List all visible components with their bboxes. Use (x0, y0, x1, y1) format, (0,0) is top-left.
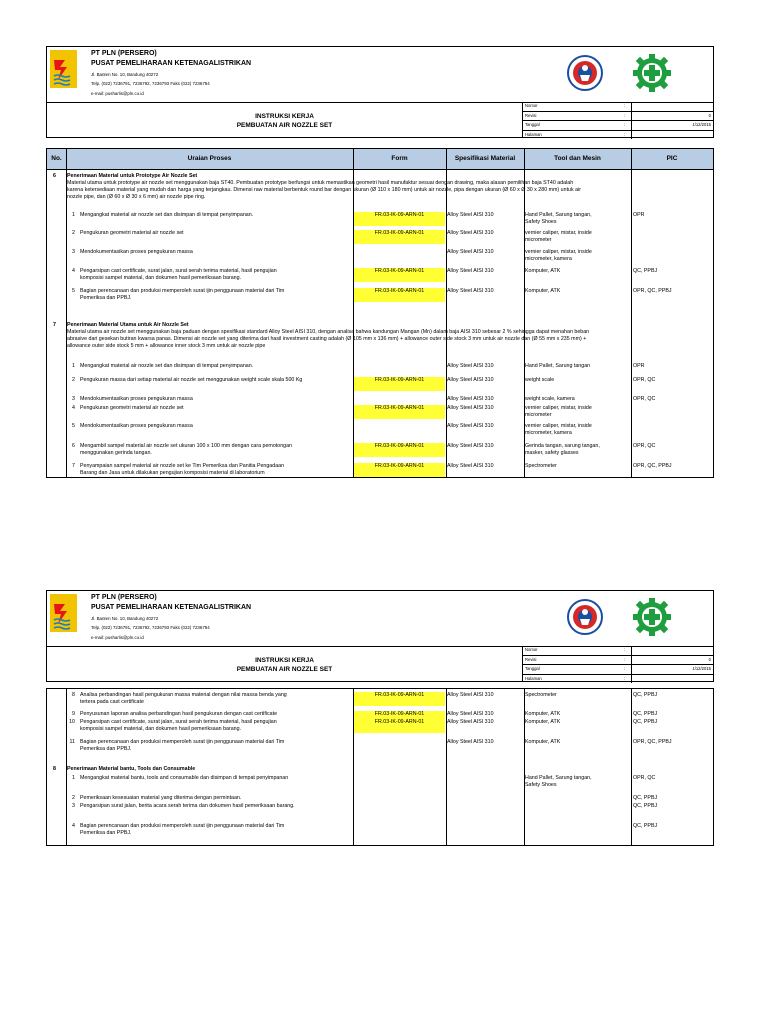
tool-line: micrometer (525, 412, 552, 418)
step-number: 4 (72, 268, 75, 274)
step-number: 9 (72, 711, 75, 717)
process-table-page-2 (46, 688, 714, 846)
material-spec: Alloy Steel AISI 310 (447, 230, 494, 236)
meta-key: Tanggal (525, 122, 540, 127)
pic-value: OPR, QC (633, 396, 656, 402)
k3-safety-emblem-icon (565, 597, 605, 637)
section-description (67, 329, 709, 350)
step-line: Mendokumentasikan proses pengukuran massa (80, 249, 193, 255)
step-description (80, 405, 352, 412)
form-code: FR.03-IK-09-ARN-01 (354, 377, 445, 391)
title-line-2: PEMBUATAN AIR NOZZLE SET (236, 666, 333, 673)
tool-line: Hand Pallet, Sarung tangan, (525, 212, 592, 218)
step-line: Mendokumentasikan proses pengukuran massa (80, 423, 193, 429)
pic-value: OPR, QC (633, 377, 656, 383)
company-name: PT PLN (PERSERO) (91, 594, 157, 601)
step-number: 8 (72, 692, 75, 698)
step-line: Pemeriksaan kesesuaian material yang diterima dengan permintaan. (80, 795, 242, 801)
meta-colon: : (624, 666, 626, 671)
meta-sep (631, 131, 632, 140)
step-line: komposisi sampel material, dan dokumen hasil pemeriksaan barang. (80, 275, 242, 281)
meta-table (523, 646, 713, 681)
material-spec: Alloy Steel AISI 310 (447, 711, 494, 717)
meta-value: 0 (708, 112, 711, 118)
form-code: FR.03-IK-09-ARN-01 (354, 230, 445, 244)
col-spesifikasi: Spesifikasi Material (446, 149, 525, 169)
tool-line: Komputer, ATK (525, 739, 561, 745)
section-number: 6 (53, 173, 56, 179)
meta-colon: : (624, 131, 626, 137)
header-top (47, 591, 713, 647)
step-description (80, 377, 352, 384)
step-number: 4 (72, 405, 75, 411)
section-title: Penerimaan Material bantu, Tools dan Consumable (67, 766, 196, 772)
pic-value: OPR, QC (633, 775, 656, 781)
pic-value: QC, PPBJ (633, 719, 658, 725)
title-line-1: INSTRUKSI KERJA (255, 113, 314, 120)
material-spec: Alloy Steel AISI 310 (447, 423, 494, 429)
step-line: Pengarsipan cast certificate, surat jalan, surat serah terima material, hasil pengujian (80, 268, 277, 274)
section-title: Penerimaan Material Utama untuk Air Nozzle Set (67, 322, 189, 328)
tool-line: masker, safety glasses (525, 450, 579, 456)
document-page-1 (46, 46, 714, 478)
meta-sep (631, 675, 632, 684)
material-spec: Alloy Steel AISI 310 (447, 268, 494, 274)
material-spec: Alloy Steel AISI 310 (447, 405, 494, 411)
company-block (91, 49, 251, 69)
tool-line: Komputer, ATK (525, 288, 561, 294)
meta-row (523, 121, 713, 131)
step-line: Mengangkat material air nozzle set dan disimpan di tempat penyimpanan. (80, 212, 254, 218)
meta-colon: : (624, 647, 626, 652)
meta-colon: : (624, 112, 626, 118)
material-spec: Alloy Steel AISI 310 (447, 463, 494, 469)
tool-list (525, 719, 630, 726)
tool-line: Safety Shoes (525, 219, 557, 225)
meta-key: Revisi (525, 656, 537, 662)
step-line: Pemeriksa dan PPBJ. (80, 746, 132, 752)
tool-list (525, 739, 630, 746)
step-line: Penyampaian sampel material air nozzle set ke Tim Pemeriksa dan Panitia Pengadaan (80, 463, 285, 469)
form-code: FR.03-IK-09-ARN-01 (354, 463, 445, 477)
step-description (80, 230, 352, 237)
pic-value: QC, PPBJ (633, 795, 658, 801)
process-table-page-1 (46, 170, 714, 478)
pic-value: OPR, QC, PPBJ (633, 463, 672, 469)
address: Jl. Banten No. 10, Bandung 40272 (91, 72, 159, 77)
meta-key: Halaman (525, 675, 542, 681)
col-form: Form (353, 149, 447, 169)
meta-value: 1/12/2015 (692, 666, 711, 671)
header-top (47, 47, 713, 103)
meta-colon: : (624, 122, 626, 127)
step-line: tertera pada cast certificate (80, 699, 144, 705)
step-description (80, 363, 352, 370)
meta-colon: : (624, 675, 626, 681)
step-number: 3 (72, 803, 75, 809)
tool-list (525, 249, 630, 263)
tool-line: vernier caliper, mistar, inside (525, 405, 592, 411)
tool-list (525, 268, 630, 275)
phone: Telp. (022) 7236791, 7236792, 7236793 Faks (022) 7236794 (91, 81, 210, 86)
title-line-2: PEMBUATAN AIR NOZZLE SET (236, 122, 333, 129)
meta-row (523, 102, 713, 112)
material-spec: Alloy Steel AISI 310 (447, 363, 494, 369)
meta-key: Halaman (525, 131, 542, 137)
document-header (46, 46, 714, 138)
section-description (67, 180, 709, 201)
step-line: Bagian perencanaan dan produksi memperoleh surat ijin penggunaan material dari Tim (80, 739, 285, 745)
address: Jl. Banten No. 10, Bandung 40272 (91, 616, 159, 621)
step-line: Pengarsipan surat jalan, berita acara serah terima dan dokumen hasil pemeriksaan barang. (80, 803, 295, 809)
meta-sep (631, 112, 632, 121)
k3-cross-gear-icon (632, 53, 672, 93)
meta-sep (631, 665, 632, 674)
material-spec: Alloy Steel AISI 310 (447, 212, 494, 218)
tool-list (525, 443, 630, 457)
tool-line: Hand Pallet, Sarung tangan (525, 363, 591, 369)
title-line-1: INSTRUKSI KERJA (255, 657, 314, 664)
tool-list (525, 711, 630, 718)
step-description (80, 249, 352, 256)
column-divider (631, 170, 632, 477)
tool-line: Komputer, ATK (525, 268, 561, 274)
step-number: 3 (72, 249, 75, 255)
tool-line: Spectrometer (525, 692, 557, 698)
step-number: 7 (72, 463, 75, 469)
tool-list (525, 377, 630, 384)
material-spec: Alloy Steel AISI 310 (447, 249, 494, 255)
meta-row (523, 675, 713, 684)
step-number: 1 (72, 775, 75, 781)
pic-value: OPR (633, 212, 645, 218)
tool-line: weight scale (525, 377, 555, 383)
tool-list (525, 212, 630, 226)
meta-row (523, 656, 713, 666)
meta-value: 1/12/2015 (692, 122, 711, 127)
tool-list (525, 463, 630, 470)
form-code: FR.03-IK-09-ARN-01 (354, 268, 445, 282)
tool-line: vernier caliper, mistar, inside (525, 249, 592, 255)
step-description (80, 719, 352, 733)
meta-sep (631, 121, 632, 130)
description-line: allowance outer side stock 5 mm + allowance inner stock 3 mm untuk air nozzle pipe (67, 343, 266, 349)
form-code: FR.03-IK-09-ARN-01 (354, 711, 445, 725)
meta-sep (631, 102, 632, 111)
meta-colon: : (624, 656, 626, 662)
col-pic: PIC (666, 155, 678, 162)
description-line: karena ketersediaan material yang mudah dan harga yang terjangkau. Dimensi raw material berbentuk round bar dengan ukuran (Ø 110 x 180 mm) untuk air nozzle, pipa dengan ukuran (Ø 60 x Ø 30 x 280 mm) untuk air (67, 187, 581, 193)
form-code: FR.03-IK-09-ARN-01 (354, 405, 445, 419)
step-line: Bagian perencanaan dan produksi memperoleh surat ijin penggunaan material dari Tim (80, 823, 285, 829)
step-number: 3 (72, 396, 75, 402)
step-line: Pemeriksa dan PPBJ. (80, 830, 132, 836)
meta-row (523, 646, 713, 656)
step-description (80, 803, 352, 810)
meta-row (523, 665, 713, 675)
form-code: FR.03-IK-09-ARN-01 (354, 212, 445, 226)
pic-value: QC, PPBJ (633, 823, 658, 829)
division-name: PUSAT PEMELIHARAAN KETENAGALISTRIKAN (91, 60, 252, 67)
tool-line: Spectrometer (525, 463, 557, 469)
step-number: 5 (72, 288, 75, 294)
step-number: 10 (69, 719, 75, 725)
step-line: Mengambil sampel material air nozzle set ukuran 100 x 100 mm dengan cara pemotongan (80, 443, 292, 449)
material-spec: Alloy Steel AISI 310 (447, 396, 494, 402)
form-code: FR.03-IK-09-ARN-01 (354, 443, 445, 457)
step-line: Mendokumentasikan proses pengukuran massa (80, 396, 193, 402)
step-description (80, 423, 352, 430)
step-number: 1 (72, 212, 75, 218)
form-code: FR.03-IK-09-ARN-01 (354, 719, 445, 733)
description-line: nozzle pipe, dan (Ø 60 x Ø 30 x 6 mm) air nozzle pipe ring. (67, 194, 206, 200)
tool-line: micrometer, kamera (525, 430, 572, 436)
pic-value: OPR, QC (633, 443, 656, 449)
tool-list (525, 423, 630, 437)
col-tool: Tool dan Mesin (524, 149, 632, 169)
step-line: menggunakan gerinda tangan. (80, 450, 152, 456)
step-line: Penyusunan laporan analisa perbandingan hasil pengukuran dengan cast certificate (80, 711, 278, 717)
tool-line: vernier caliper, mistar, inside (525, 230, 592, 236)
pic-value: OPR, QC, PPBJ (633, 288, 672, 294)
meta-sep (631, 656, 632, 665)
document-title (47, 646, 523, 681)
step-line: Barang dan Jasa untuk dilakukan pengujian komposisi material di laboratorium (80, 470, 265, 476)
meta-key: Revisi (525, 112, 537, 118)
email: e-mail: pusharlis@pln.co.id (91, 91, 144, 96)
step-description (80, 692, 352, 706)
step-number: 2 (72, 230, 75, 236)
pic-value: QC, PPBJ (633, 268, 658, 274)
material-spec: Alloy Steel AISI 310 (447, 288, 494, 294)
k3-safety-emblem-icon (565, 53, 605, 93)
column-divider (631, 689, 632, 845)
step-number: 6 (72, 443, 75, 449)
document-page-2 (46, 590, 714, 846)
phone: Telp. (022) 7236791, 7236792, 7236793 Faks (022) 7236794 (91, 625, 210, 630)
tool-line: weight scale, kamera (525, 396, 575, 402)
meta-colon: : (624, 103, 626, 108)
tool-line: micrometer, kamera (525, 256, 572, 262)
step-line: Bagian perencanaan dan produksi memperoleh surat ijin penggunaan material dari Tim (80, 288, 285, 294)
description-line: abrasive dari gesekan butiran kwarsa panas. Dimensi air nozzle set yang diterima dari hasil investment casting adalah (Ø 105 mm x 136 mm) + allowance outer side stock 3 mm untuk air nozzle dan (Ø 55 mm x 235 mm) + (67, 336, 587, 342)
step-line: Pengukuran geometri material air nozzle set (80, 230, 184, 236)
material-spec: Alloy Steel AISI 310 (447, 719, 494, 725)
step-number: 11 (69, 739, 75, 745)
form-code: FR.03-IK-09-ARN-01 (354, 692, 445, 706)
pic-value: OPR (633, 363, 645, 369)
tool-line: Komputer, ATK (525, 719, 561, 725)
tool-line: Hand Pallet, Sarung tangan, (525, 775, 592, 781)
pic-value: QC, PPBJ (633, 711, 658, 717)
step-number: 5 (72, 423, 75, 429)
step-line: Pengarsipan cast certificate, surat jalan, surat serah terima material, hasil pengujian (80, 719, 277, 725)
meta-key: Tanggal (525, 666, 540, 671)
step-description (80, 739, 352, 753)
step-description (80, 288, 352, 302)
company-name: PT PLN (PERSERO) (91, 50, 157, 57)
step-description (80, 396, 352, 403)
k3-cross-gear-icon (632, 597, 672, 637)
section-number: 8 (53, 766, 56, 772)
tool-list (525, 288, 630, 295)
step-line: Mengangkat material air nozzle set dan disimpan di tempat penyimpanan. (80, 363, 254, 369)
material-spec: Alloy Steel AISI 310 (447, 739, 494, 745)
pic-value: QC, PPBJ (633, 692, 658, 698)
step-line: Mengangkat material bantu, tools and consumable dan disimpan di tempat penyimpanan (80, 775, 289, 781)
step-line: Pemeriksa dan PPBJ. (80, 295, 132, 301)
form-code: FR.03-IK-09-ARN-01 (354, 288, 445, 302)
tool-list (525, 692, 630, 699)
tool-list (525, 363, 630, 370)
description-line: Material utama untuk prototype air nozzle set menggunakan baja ST40. Pembuatan prototype berfungsi untuk memastikan geometri hasil manufaktur sesuai dengan drawing, maka alasan pemilihan baja ST40 adalah (67, 180, 574, 186)
tool-line: Safety Shoes (525, 782, 557, 788)
meta-key: Nomor (525, 647, 538, 652)
step-description (80, 212, 352, 219)
section-title: Penerimaan Material untuk Prototype Air Nozzle Set (67, 173, 198, 179)
meta-value: 0 (708, 656, 711, 662)
step-description (80, 711, 352, 718)
document-header (46, 590, 714, 682)
material-spec: Alloy Steel AISI 310 (447, 443, 494, 449)
column-header-row (46, 148, 714, 170)
step-line: Analisa perbandingan hasil pengukuran massa material dengan nilai massa benda yang (80, 692, 287, 698)
company-block (91, 593, 251, 613)
description-line: Material utama air nozzle set menggunakan baja paduan dengan spesifikasi standard Alloy Steel AISI 310, dengan analisa bahwa kandungan Mangan (Mn) dalam baja AISI 310 sebesar 2 % sehingga dapat menahan beban (67, 329, 590, 335)
pln-logo-icon (50, 594, 77, 632)
step-number: 4 (72, 823, 75, 829)
meta-sep (631, 646, 632, 655)
tool-line: vernier caliper, mistar, inside (525, 423, 592, 429)
col-uraian: Uraian Proses (66, 149, 354, 169)
document-title (47, 102, 523, 137)
tool-line: Komputer, ATK (525, 711, 561, 717)
step-description (80, 463, 352, 477)
meta-row (523, 131, 713, 140)
tool-list (525, 405, 630, 419)
step-description (80, 443, 352, 457)
meta-key: Nomor (525, 103, 538, 108)
meta-table (523, 102, 713, 137)
section-number: 7 (53, 322, 56, 328)
step-line: Pengukuran geometri material air nozzle set (80, 405, 184, 411)
material-spec: Alloy Steel AISI 310 (447, 377, 494, 383)
material-spec: Alloy Steel AISI 310 (447, 692, 494, 698)
step-line: Pengukuran massa dari setiap material air nozzle set menggunakan weight scale skala 500 Kg (80, 377, 303, 383)
step-line: komposisi sampel material, dan dokumen hasil pemeriksaan barang. (80, 726, 242, 732)
step-description (80, 823, 352, 837)
pic-value: OPR, QC, PPBJ (633, 739, 672, 745)
step-number: 2 (72, 795, 75, 801)
tool-line: micrometer (525, 237, 552, 243)
division-name: PUSAT PEMELIHARAAN KETENAGALISTRIKAN (91, 604, 252, 611)
tool-line: Gerinda tangan, sarung tangan, (525, 443, 600, 449)
tool-list (525, 230, 630, 244)
step-description (80, 268, 352, 282)
col-no: No. (47, 149, 67, 169)
email: e-mail: pusharlis@pln.co.id (91, 635, 144, 640)
step-description (80, 775, 352, 782)
meta-row (523, 112, 713, 122)
tool-list (525, 396, 630, 403)
step-description (80, 795, 352, 802)
step-number: 2 (72, 377, 75, 383)
tool-list (525, 775, 630, 789)
pic-value: QC, PPBJ (633, 803, 658, 809)
pln-logo-icon (50, 50, 77, 88)
step-number: 1 (72, 363, 75, 369)
